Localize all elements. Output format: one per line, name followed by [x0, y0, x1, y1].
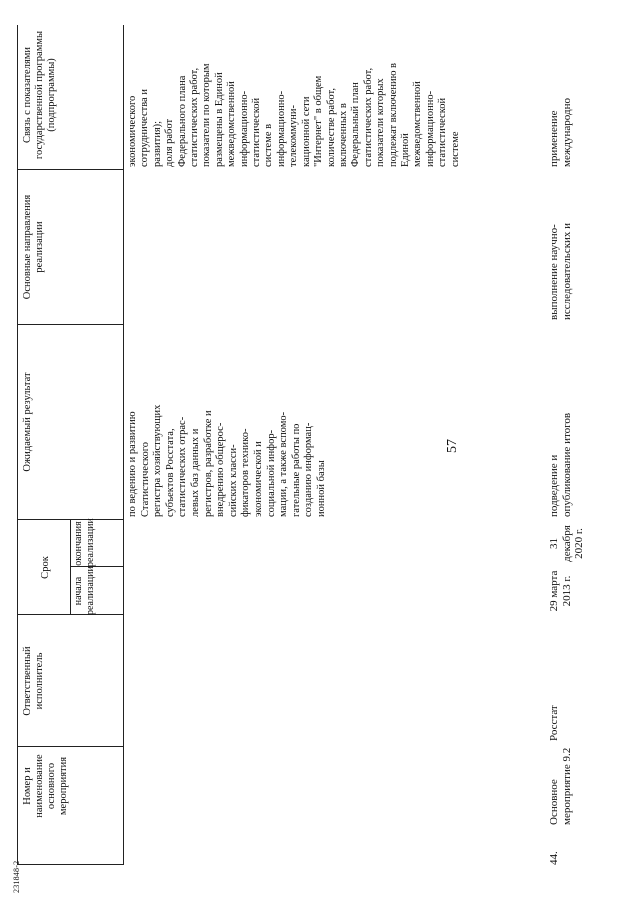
row44-indicator-link	[548, 27, 573, 167]
table-top-border	[17, 25, 18, 865]
result-line: по ведению и развитию	[127, 411, 138, 517]
result-line: Статистического	[139, 441, 151, 517]
row44-end-date	[548, 520, 586, 567]
link-line: кационной сети	[300, 96, 312, 167]
row44-direction-line: исследовательских и	[560, 222, 573, 320]
header-directions: Основные направления реализации	[22, 194, 45, 300]
header-number-name: Номер и наименование основного мероприятия	[22, 754, 69, 818]
header-indicator-link: Связь с показателями государственной программы (подпрограммы)	[22, 30, 57, 160]
col-sep-5	[17, 324, 123, 325]
result-line: экономической и	[252, 441, 264, 517]
result-line: фикаторов технико-	[240, 428, 252, 517]
result-line: мации, а также вспомо-	[278, 411, 290, 517]
result-line: левых баз данных и	[189, 428, 201, 517]
link-line: размещены в Единой	[213, 72, 225, 167]
link-line: информационно-	[424, 90, 436, 167]
link-line: показатели по которым	[201, 63, 213, 167]
result-line: сийских класси-	[227, 444, 239, 517]
link-line: межведомственной	[412, 81, 424, 167]
header-term-start: начала реализации	[73, 566, 96, 615]
result-line: социальной инфор-	[265, 429, 277, 517]
link-line: включенных в	[337, 103, 349, 167]
row44-link-line: международно	[560, 98, 573, 167]
row44-name-line: Основное	[548, 779, 560, 825]
row44-start-date	[548, 567, 573, 615]
link-line: Федеральный план	[350, 82, 362, 167]
link-line: системе в	[263, 123, 275, 167]
row44-name-line: мероприятие 9.2	[560, 747, 573, 825]
link-line: телекоммуни-	[288, 104, 300, 167]
link-line: сотрудничества и	[139, 89, 151, 167]
row44-expected-result	[548, 327, 573, 517]
result-line: субъектов Росстата,	[164, 428, 176, 517]
link-line: количестве работ,	[325, 88, 337, 167]
col-sep-4	[17, 519, 123, 520]
continued-indicator-link-list	[127, 27, 462, 167]
result-line: созданию информац-	[303, 422, 315, 517]
term-subheader-line	[70, 520, 71, 615]
header-bottom-border	[123, 25, 124, 865]
row44-result-line: подведение и	[548, 454, 560, 517]
row44-end-line: 31 декабря	[548, 525, 573, 562]
link-line: статистической	[251, 97, 263, 167]
header-expected-result: Ожидаемый результат	[22, 372, 33, 472]
row44-executor: Росстат	[548, 705, 560, 741]
link-line: доля работ	[164, 118, 176, 167]
link-line: информационно-	[238, 90, 250, 167]
result-line: регистров, разработке и	[202, 410, 214, 517]
link-line: показатели которых	[375, 78, 387, 167]
link-line: статистических работ,	[362, 67, 374, 167]
row44-directions	[548, 170, 573, 320]
col-sep-2	[17, 614, 123, 615]
col-sep-6	[17, 169, 123, 170]
document-code: 231848-2	[12, 860, 21, 893]
row44-result-line: опубликование итогов	[560, 412, 573, 517]
header-term-end: окончания реализации	[73, 518, 96, 567]
row44-number: 44.	[548, 851, 560, 865]
link-line: статистической	[437, 97, 449, 167]
table-left-border	[17, 864, 123, 865]
result-line: ионной базы	[315, 460, 327, 517]
link-line: подлежат включению в	[387, 62, 399, 167]
row44-direction-line: выполнение научно-	[548, 224, 560, 320]
result-line: внедрению общерос-	[215, 422, 227, 517]
link-line: информационно-	[275, 90, 287, 167]
row44-start-line: 2013 г.	[560, 575, 573, 607]
result-line: гательные работы по	[290, 423, 302, 517]
link-line: экономического	[127, 95, 138, 167]
link-line: системе	[449, 131, 461, 167]
link-line: Федерального плана	[176, 75, 188, 167]
link-line: "Интернет" в общем	[313, 75, 325, 167]
row44-end-line: 2020 г.	[573, 528, 586, 559]
link-line: развития);	[151, 120, 163, 167]
page-number: 57	[445, 439, 460, 453]
result-line: регистра хозяйствующих	[152, 404, 164, 517]
row44-link-line: применение	[548, 110, 560, 167]
link-line: статистических работ,	[189, 67, 201, 167]
row44-event-name	[548, 747, 573, 825]
result-line: статистических отрас-	[177, 416, 189, 517]
link-line: межведомственной	[226, 81, 238, 167]
header-executor: Ответственный исполнитель	[22, 646, 45, 716]
header-term: Срок	[40, 556, 51, 579]
row44-start-line: 29 марта	[548, 570, 560, 612]
link-line: Единой	[399, 133, 411, 167]
